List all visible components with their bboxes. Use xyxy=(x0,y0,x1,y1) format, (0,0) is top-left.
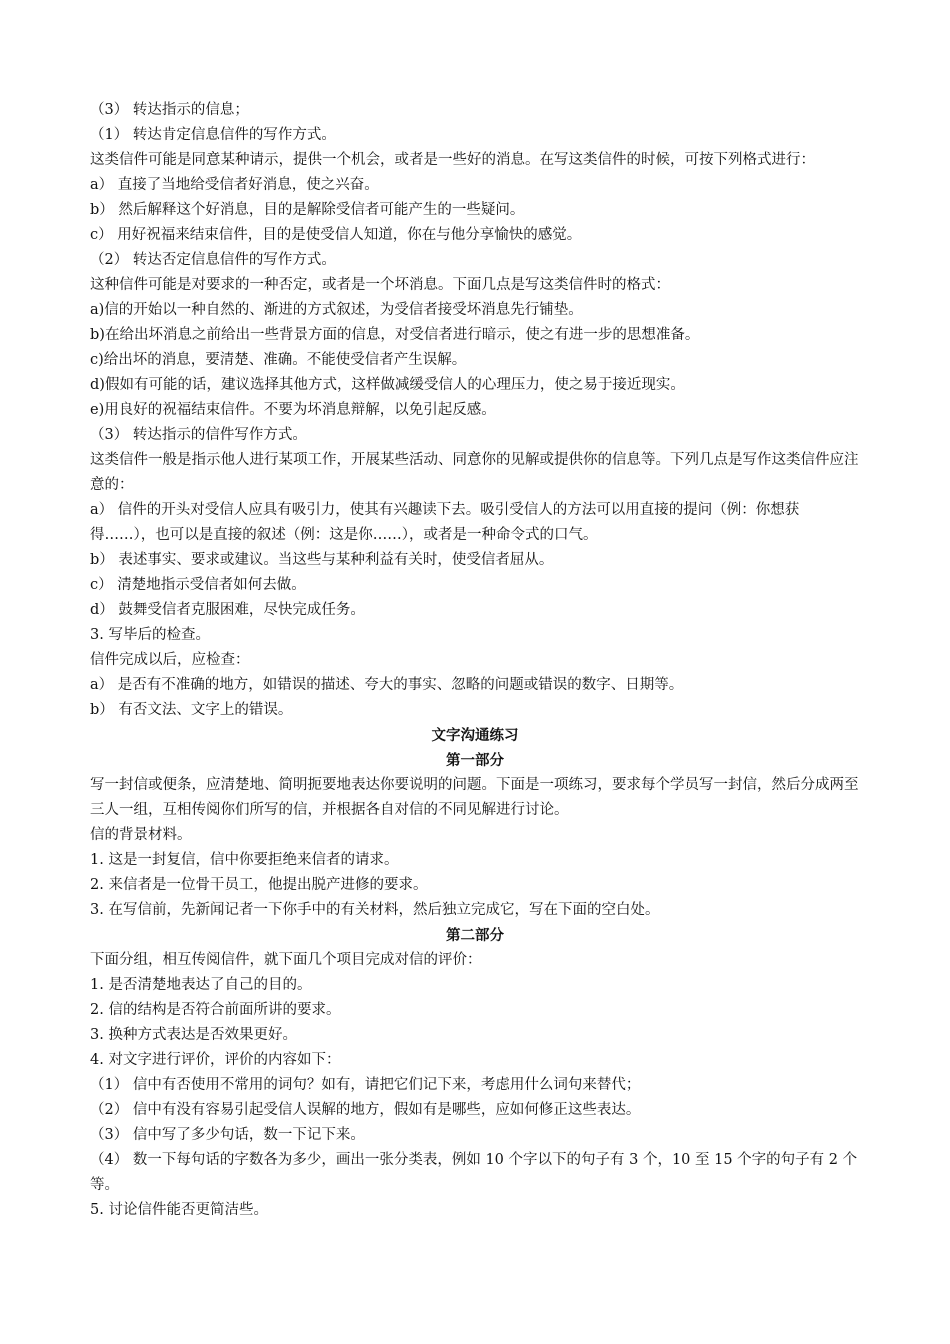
list-item: 2. 信的结构是否符合前面所讲的要求。 xyxy=(90,1002,341,1018)
list-item: （2） 信中有没有容易引起受信人误解的地方，假如有是哪些，应如何修正这些表达。 xyxy=(90,1102,641,1118)
text-line: （2） 转达否定信息信件的写作方式。 xyxy=(90,252,336,268)
paragraph: 这种信件可能是对要求的一种否定，或者是一个坏消息。下面几点是写这类信件时的格式： xyxy=(90,277,670,293)
list-item: 2. 来信者是一位骨干员工，他提出脱产进修的要求。 xyxy=(90,877,428,893)
list-item: d） 鼓舞受信者克服困难，尽快完成任务。 xyxy=(90,602,365,618)
list-item: 1. 是否清楚地表达了自己的目的。 xyxy=(90,977,312,993)
list-item: （4） 数一下每句话的字数各为多少，画出一张分类表，例如 10 个字以下的句子有 3 个，10 至 15 个字的句子有 2 个等。 xyxy=(90,1152,858,1193)
document-page xyxy=(90,98,860,1223)
list-item: a） 信件的开头对受信人应具有吸引力，使其有兴趣读下去。吸引受信人的方法可以用直接的提问（例：你想获得……），也可以是直接的叙述（例：这是你……），或者是一种命令式的口气。 xyxy=(90,502,800,543)
list-item: b） 然后解释这个好消息，目的是解除受信者可能产生的一些疑问。 xyxy=(90,202,525,218)
list-item: 3. 换种方式表达是否效果更好。 xyxy=(90,1027,297,1043)
list-item: c)给出坏的消息，要清楚、准确。不能使受信者产生误解。 xyxy=(90,352,467,368)
list-item: b)在给出坏消息之前给出一些背景方面的信息，对受信者进行暗示，使之有进一步的思想准备。 xyxy=(90,327,700,343)
list-item: （1） 信中有否使用不常用的词句？如有，请把它们记下来，考虑用什么词句来替代； xyxy=(90,1077,641,1093)
list-item: 3. 在写信前，先新闻记者一下你手中的有关材料，然后独立完成它，写在下面的空白处。 xyxy=(90,902,660,918)
list-item: 5. 讨论信件能否更简洁些。 xyxy=(90,1202,268,1218)
part1-title: 第一部分 xyxy=(446,752,504,769)
list-item: a） 是否有不准确的地方，如错误的描述、夸大的事实、忽略的问题或错误的数字、日期等。 xyxy=(90,677,684,693)
list-item: d)假如有可能的话，建议选择其他方式，这样做减缓受信人的心理压力，使之易于接近现实。 xyxy=(90,377,685,393)
section-title: 文字沟通练习 xyxy=(431,727,519,744)
list-item: 1. 这是一封复信，信中你要拒绝来信者的请求。 xyxy=(90,852,399,868)
text-line: 信件完成以后，应检查： xyxy=(90,652,250,668)
text-line: （3） 转达指示的信件写作方式。 xyxy=(90,427,307,443)
part1-intro: 写一封信或便条，应清楚地、简明扼要地表达你要说明的问题。下面是一项练习，要求每个学员写一封信，然后分成两至三人一组，互相传阅你们所写的信，并根据各自对信的不同见解进行讨论。 xyxy=(90,777,859,818)
list-item: c） 清楚地指示受信者如何去做。 xyxy=(90,577,306,593)
list-item: 4. 对文字进行评价，评价的内容如下： xyxy=(90,1052,341,1068)
text-line: 3. 写毕后的检查。 xyxy=(90,627,210,643)
list-item: （3） 信中写了多少句话，数一下记下来。 xyxy=(90,1127,365,1143)
part2-title: 第二部分 xyxy=(446,927,504,944)
list-item: a)信的开始以一种自然的、渐进的方式叙述，为受信者接受坏消息先行铺垫。 xyxy=(90,302,583,318)
list-item: e)用良好的祝福结束信件。不要为坏消息辩解，以免引起反感。 xyxy=(90,402,496,418)
list-item: b） 有否文法、文字上的错误。 xyxy=(90,702,293,718)
list-item: a） 直接了当地给受信者好消息，使之兴奋。 xyxy=(90,177,379,193)
paragraph: 这类信件可能是同意某种请示，提供一个机会，或者是一些好的消息。在写这类信件的时候，可按下列格式进行： xyxy=(90,152,815,168)
text-line: （1） 转达肯定信息信件的写作方式。 xyxy=(90,127,336,143)
paragraph: 这类信件一般是指示他人进行某项工作，开展某些活动、同意你的见解或提供你的信息等。下列几点是写作这类信件应注意的： xyxy=(90,452,859,493)
list-item: b） 表述事实、要求或建议。当这些与某种利益有关时，使受信者屈从。 xyxy=(90,552,554,568)
text-line: （3） 转达指示的信息； xyxy=(90,102,249,118)
part1-bg-title: 信的背景材料。 xyxy=(90,827,192,843)
list-item: c） 用好祝福来结束信件，目的是使受信人知道，你在与他分享愉快的感觉。 xyxy=(90,227,582,243)
part2-intro: 下面分组，相互传阅信件，就下面几个项目完成对信的评价： xyxy=(90,952,482,968)
